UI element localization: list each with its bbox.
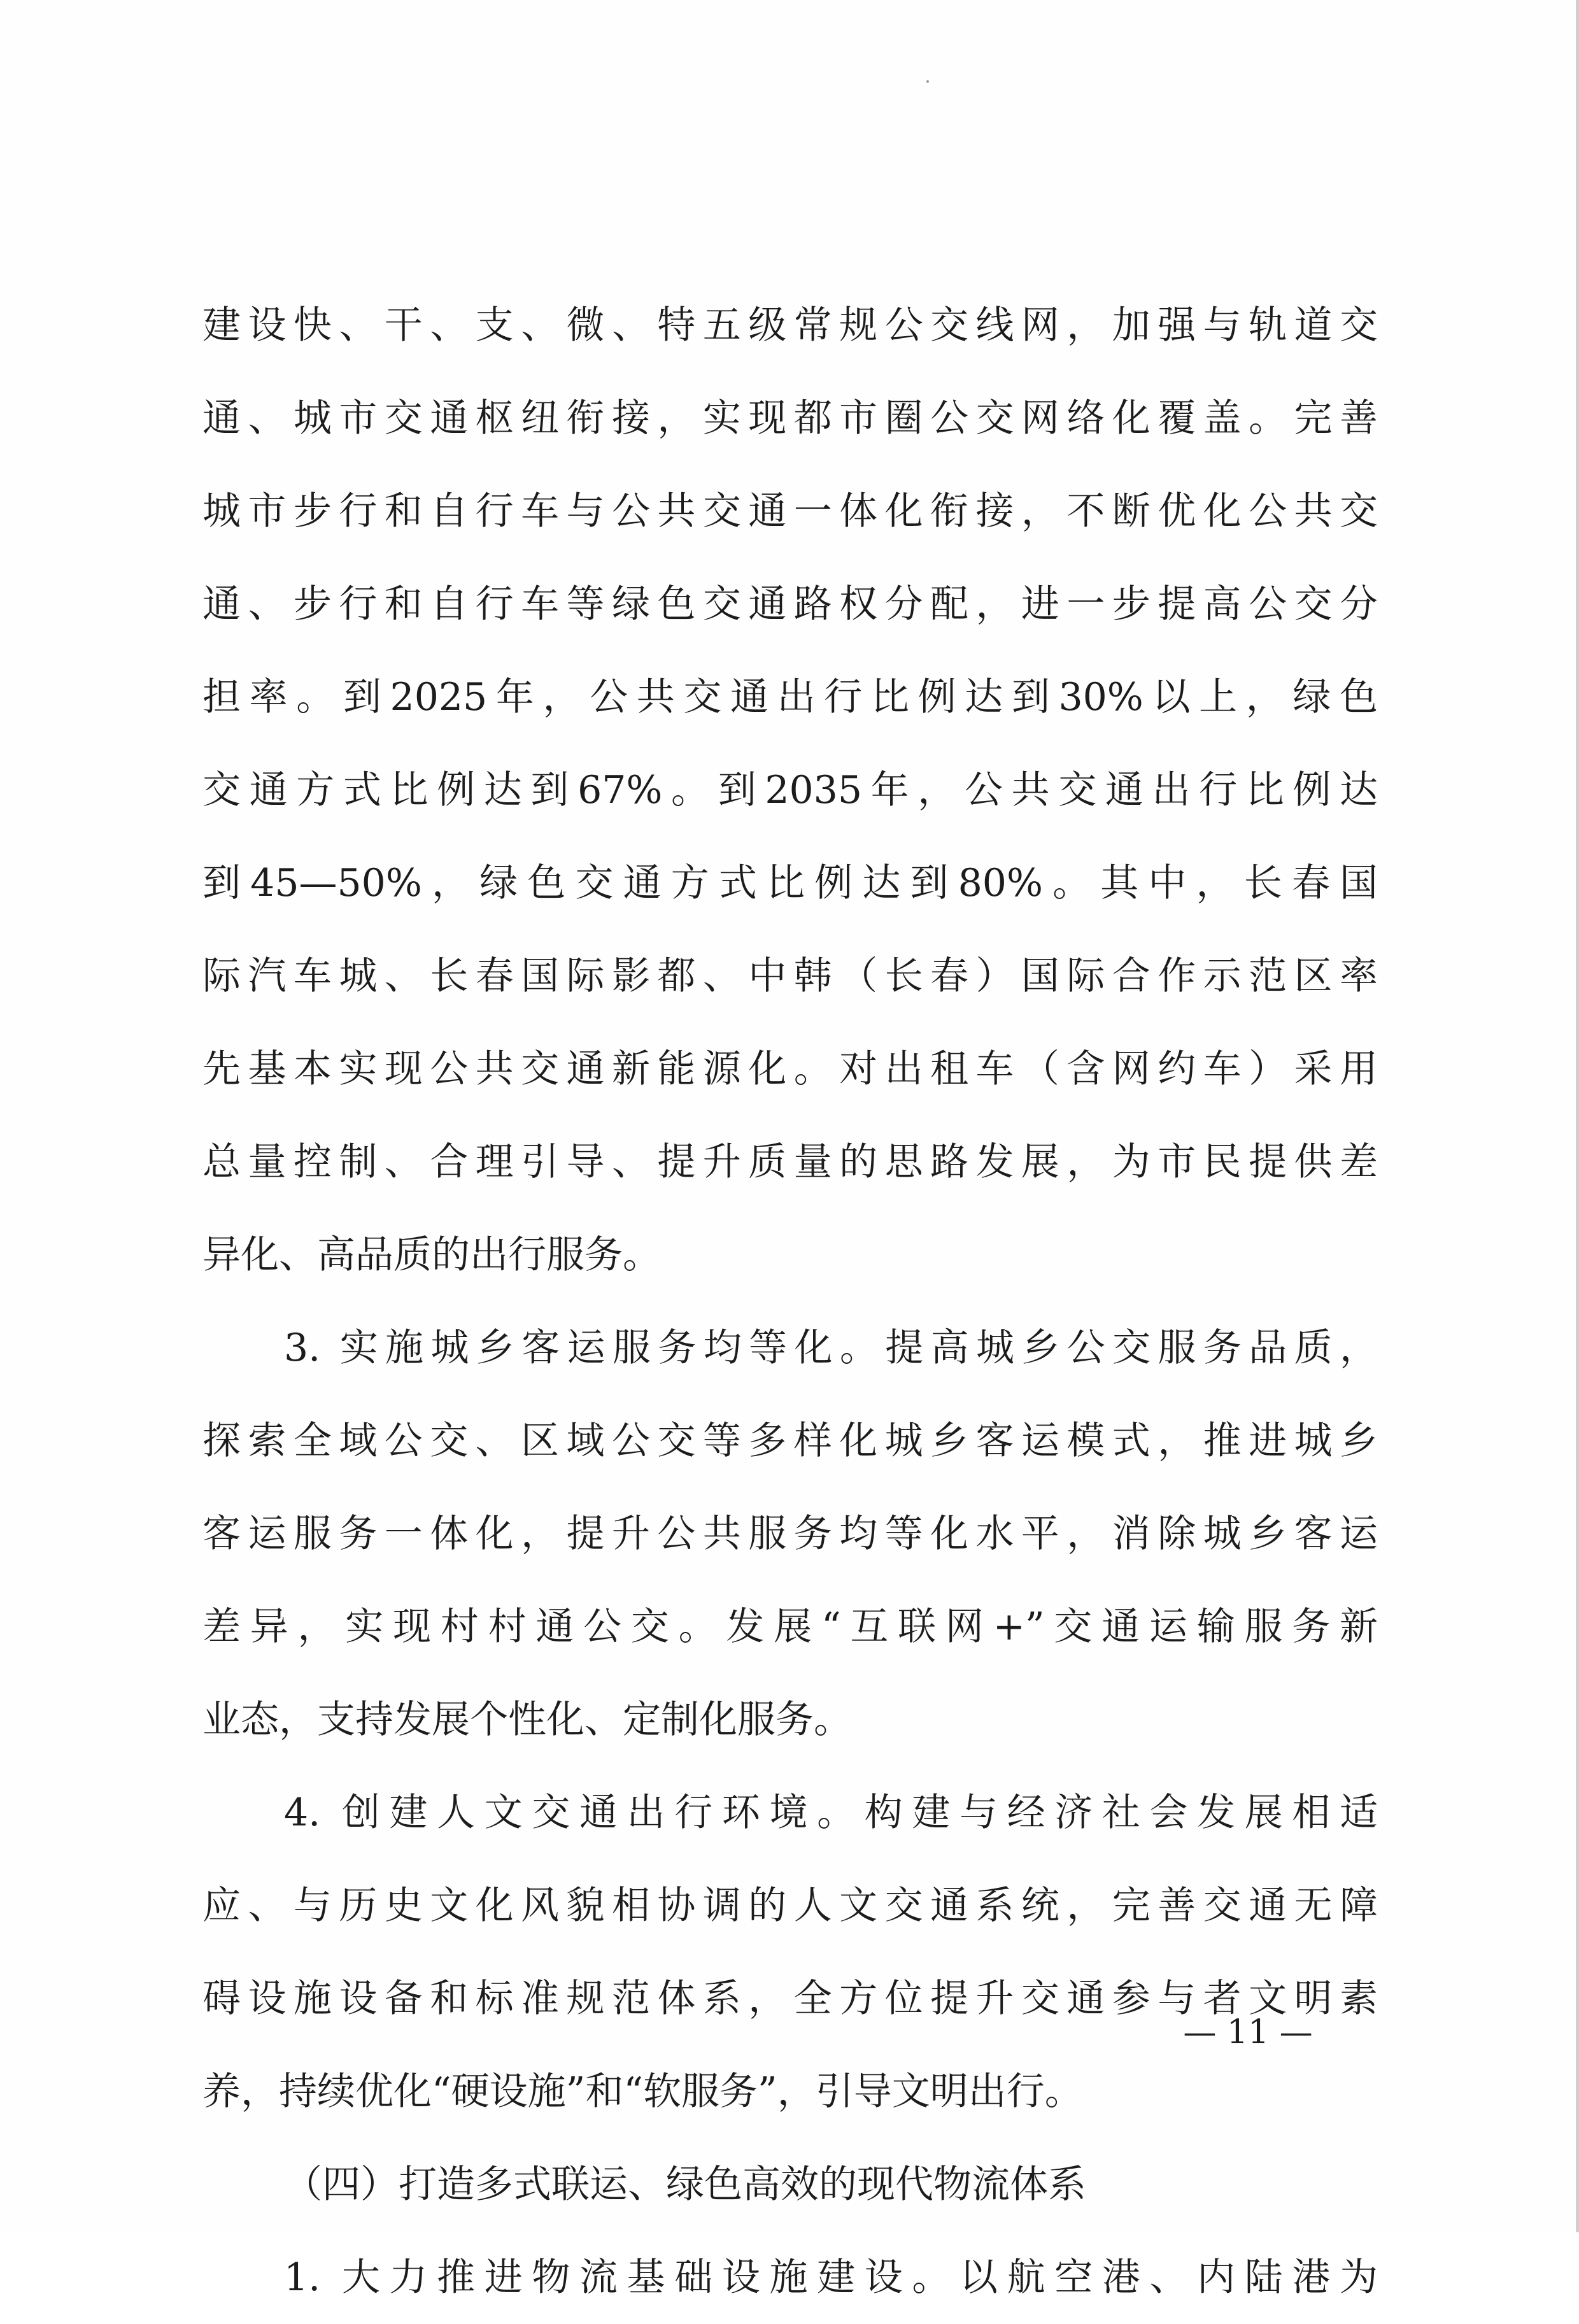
text-line: 建设快、干、支、微、特五级常规公交线网，加强与轨道交: [202, 303, 1378, 348]
text-line: 通、城市交通枢纽衔接，实现都市圈公交网络化覆盖。完善: [202, 396, 1378, 441]
text-line: 总量控制、合理引导、提升质量的思路发展，为市民提供差: [202, 1140, 1378, 1184]
text-line: 先基本实现公共交通新能源化。对出租车（含网约车）采用: [202, 1047, 1378, 1091]
text-line: 探索全域公交、区域公交等多样化城乡客运模式，推进城乡: [202, 1419, 1378, 1463]
section-heading: （四）打造多式联运、绿色高效的现代物流体系: [284, 2162, 1086, 2207]
text-line: 差异，实现村村通公交。发展“互联网+”交通运输服务新: [202, 1605, 1378, 1649]
text-line: 际汽车城、长春国际影都、中韩（长春）国际合作示范区率: [202, 954, 1378, 998]
scan-speck: [926, 80, 929, 83]
text-line: 应、与历史文化风貌相协调的人文交通系统，完善交通无障: [202, 1883, 1378, 1928]
text-line: 担率。到2025年，公共交通出行比例达到30%以上，绿色: [202, 675, 1378, 719]
text-line: 通、步行和自行车等绿色交通路权分配，进一步提高公交分: [202, 582, 1378, 627]
text-line: 养，持续优化“硬设施”和“软服务”，引导文明出行。: [202, 2069, 1083, 2114]
text-line: 碍设施设备和标准规范体系，全方位提升交通参与者文明素: [202, 1976, 1378, 2021]
text-line: 城市步行和自行车与公共交通一体化衔接，不断优化公共交: [202, 489, 1378, 534]
text-line: 异化、高品质的出行服务。: [202, 1233, 661, 1277]
scan-edge: [1576, 0, 1579, 2232]
numbered-item-heading: 4. 创建人文交通出行环境。构建与经济社会发展相适: [284, 1790, 1378, 1835]
text-line: 到45—50%，绿色交通方式比例达到80%。其中，长春国: [202, 861, 1378, 905]
page-number: — 11 —: [1183, 2013, 1313, 2051]
numbered-item-heading: 3. 实施城乡客运服务均等化。提高城乡公交服务品质，: [284, 1326, 1378, 1370]
text-line: 交通方式比例达到67%。到2035年，公共交通出行比例达: [202, 768, 1378, 812]
text-line: 业态，支持发展个性化、定制化服务。: [202, 1697, 852, 1742]
text-line: 客运服务一体化，提升公共服务均等化水平，消除城乡客运: [202, 1512, 1378, 1556]
numbered-item-heading: 1. 大力推进物流基础设施建设。以航空港、内陆港为: [284, 2255, 1378, 2300]
